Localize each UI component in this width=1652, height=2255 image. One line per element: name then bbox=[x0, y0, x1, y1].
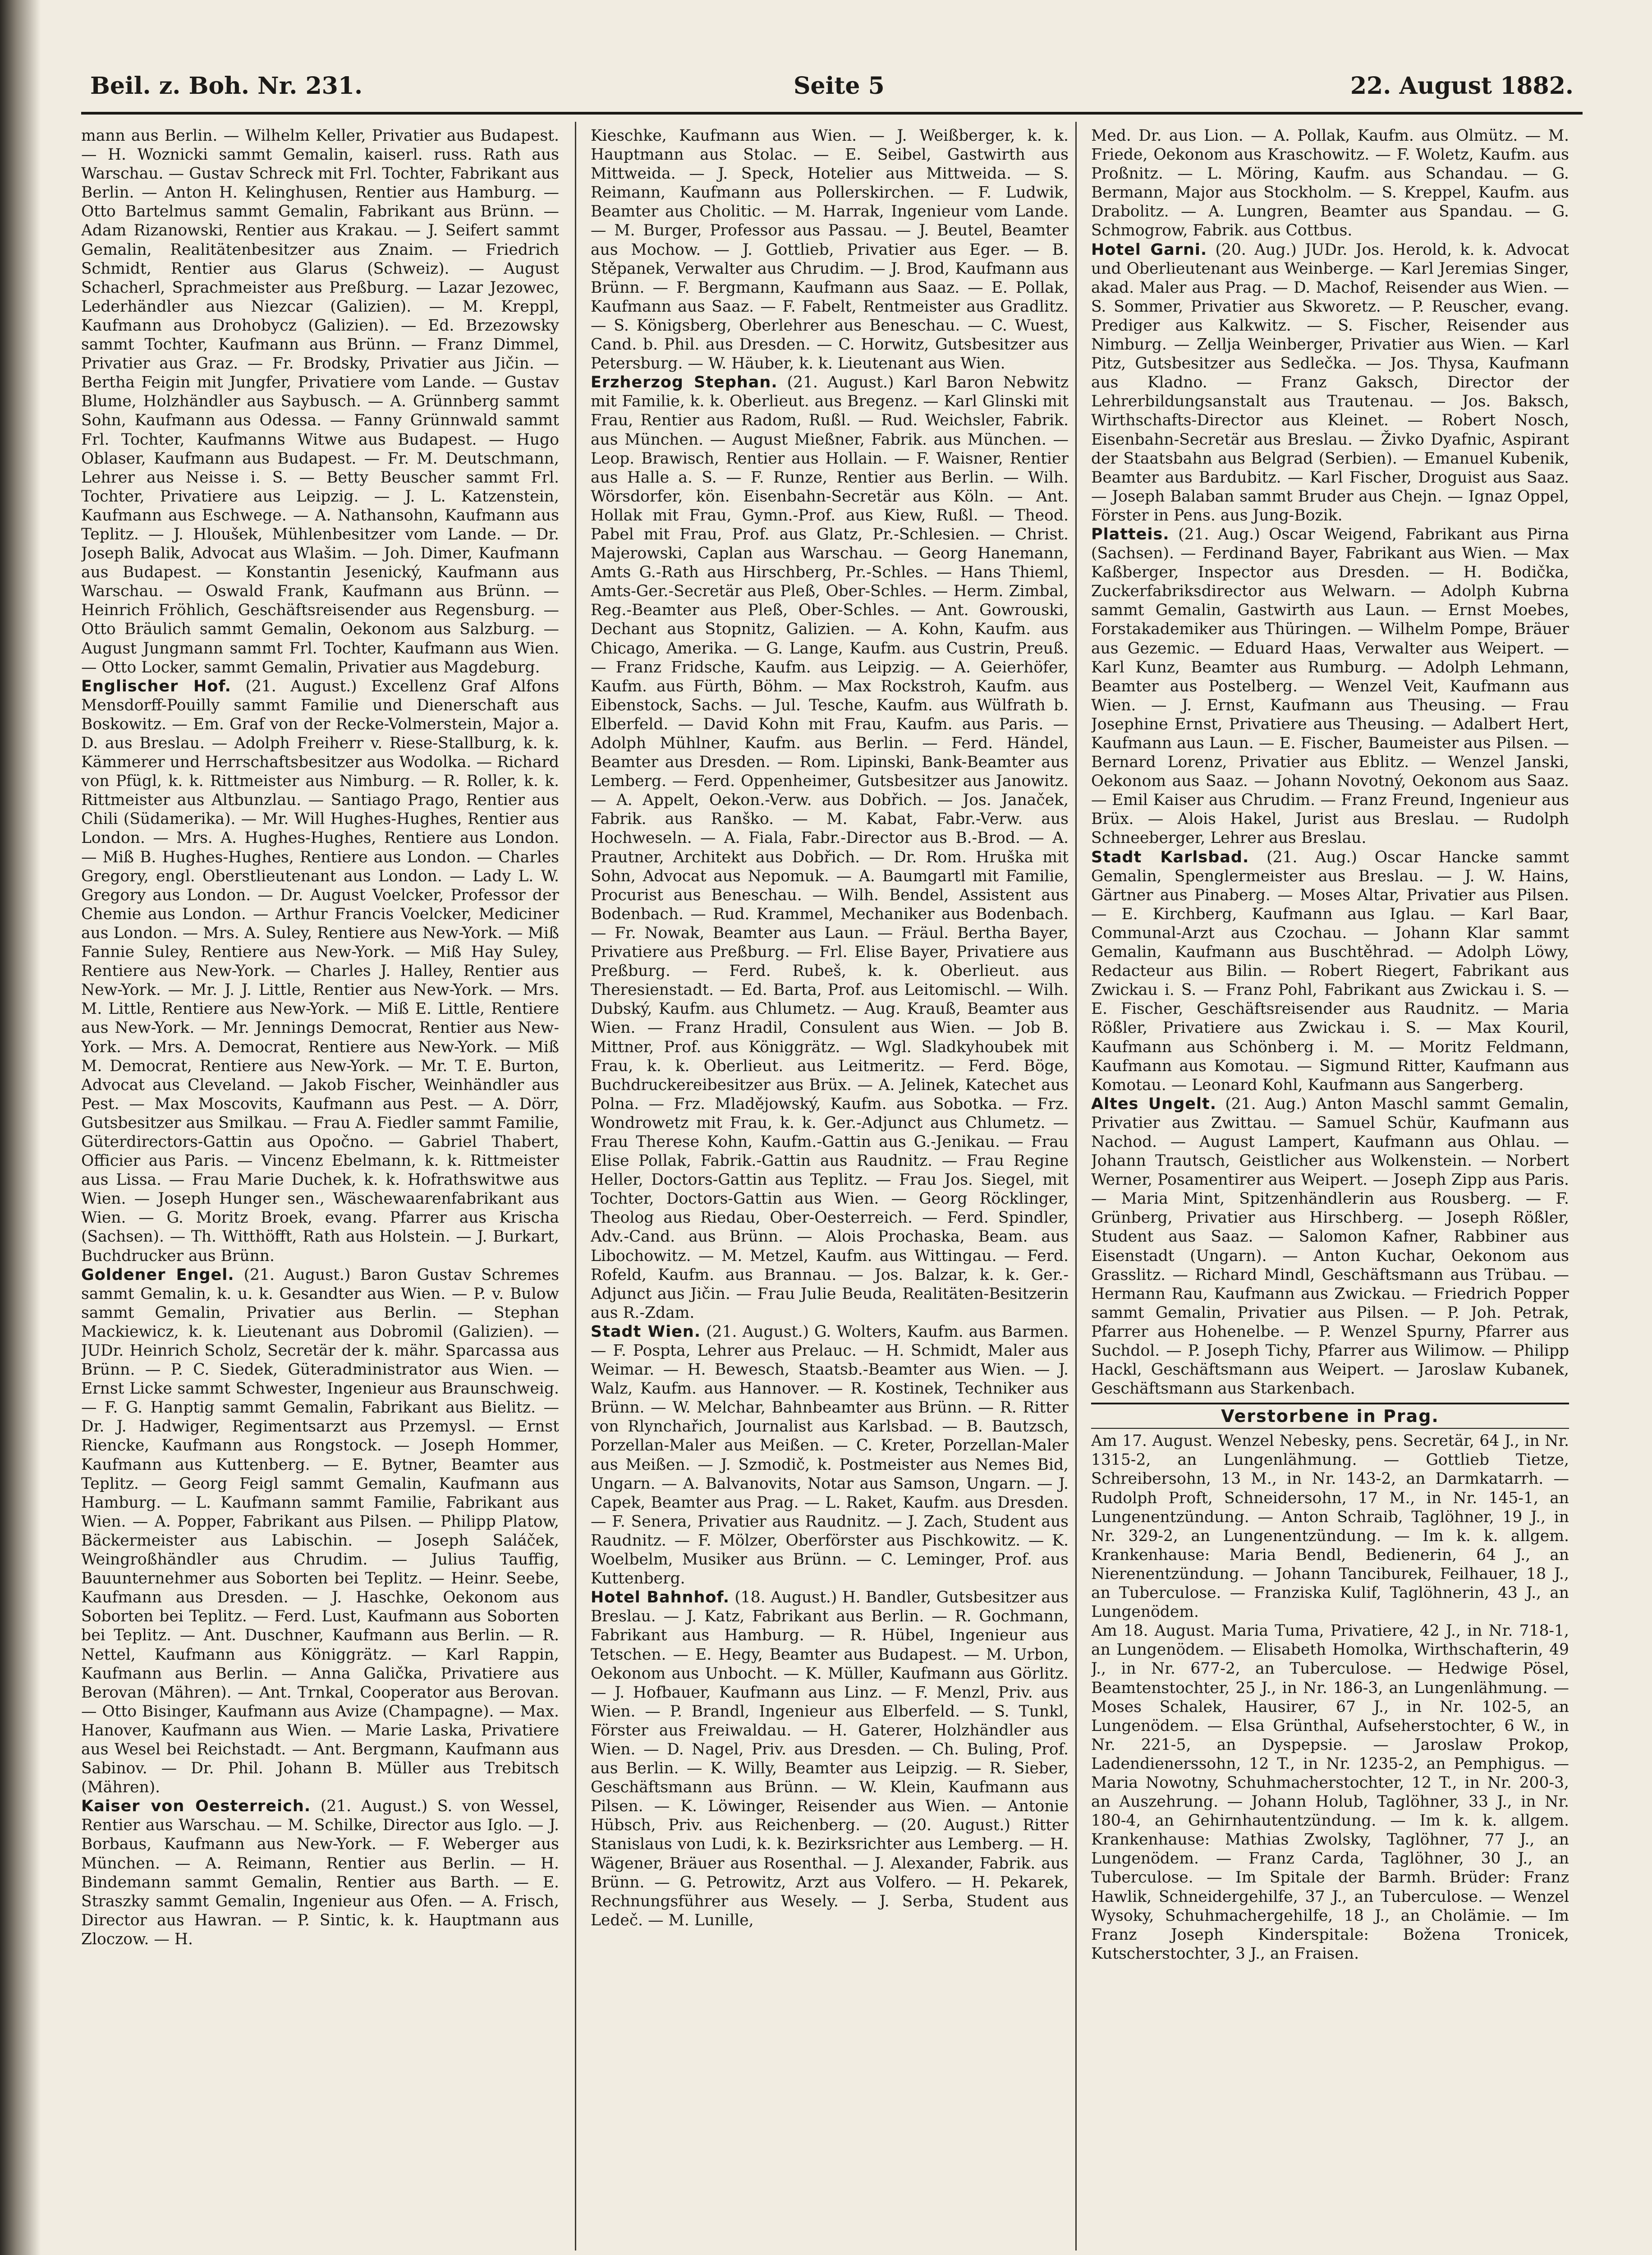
arrival-paragraph bbox=[1091, 848, 1569, 1095]
entry-date: (21. August.) bbox=[245, 677, 357, 695]
paragraph-text: Oscar Weigend, Fabrikant aus Pirna (Sachsen). — Ferdinand Bayer, Fabrikant aus Wien. — Max Kaßberger, Inspector aus Dresden. — H. Bodička, Zuckerfabriksdirector aus Welwarn. — Adolph Kubrna sammt Gemalin, Gastwirth aus Laun. — Ernst Moebes, Forstakademiker aus Thüringen. — Wilhelm Pompe, Bräuer aus Gezemic. — Eduard Haas, Verwalter aus Weipert. — Karl Kunz, Beamter aus Rumburg. — Adolph Lehmann, Beamter aus Postelberg. — Wenzel Veit, Kaufmann aus Wien. — J. Ernst, Kaufmann aus Theusing. — Frau Josephine Ernst, Privatiere aus Theusing. — Adalbert Hert, Kaufmann aus Laun. — E. Fischer, Baumeister aus Pilsen. — Bernard Lorenz, Privatier aus Eblitz. — Wenzel Janski, Oekonom aus Saaz. — Johann Novotný, Oekonom aus Saaz. — Emil Kaiser aus Chrudim. — Franz Freund, Ingenieur aus Brüx. — Alois Hakel, Jurist aus Breslau. — Rudolph Schneeberger, Lehrer aus Breslau. bbox=[1091, 525, 1569, 847]
scan-edge-shadow bbox=[0, 0, 41, 2255]
hotel-name: Erzherzog Stephan. bbox=[591, 373, 778, 392]
column-divider bbox=[1075, 122, 1077, 2250]
paragraph-text: Kieschke, Kaufmann aus Wien. — J. Weißberger, k. k. Hauptmann aus Stolac. — E. Seibel, Gastwirth aus Mittweida. — J. Speck, Hotelier aus Mittweida. — S. Reimann, Kaufmann aus Pollerskirchen. — F. Ludwik, Beamter aus Cholitic. — M. Harrak, Ingenieur vom Lande. — M. Burger, Professor aus Passau. — J. Beutel, Beamter aus Mochow. — J. Gottlieb, Privatier aus Eger. — B. Stěpanek, Verwalter aus Chrudim. — J. Brod, Kaufmann aus Brünn. — F. Bergmann, Kaufmann aus Saaz. — E. Pollak, Kaufmann aus Saaz. — F. Fabelt, Rentmeister aus Gradlitz. — S. Königsberg, Oberlehrer aus Beneschau. — C. Wuest, Cand. b. Phil. aus Dresden. — C. Horwitz, Gutsbesitzer aus Petersburg. — W. Häuber, k. k. Lieutenant aus Wien. bbox=[591, 127, 1069, 373]
hotel-name: Englischer Hof. bbox=[81, 677, 231, 695]
hotel-name: Platteis. bbox=[1091, 525, 1170, 543]
paragraph-text: JUDr. Jos. Herold, k. k. Advocat und Oberlieutenant aus Weinberge. — Karl Jeremias Singer, akad. Maler aus Prag. — D. Machof, Reisender aus Wien. — S. Sommer, Privatier aus Skworetz. — P. Reuscher, evang. Prediger aus Kalkwitz. — S. Fischer, Reisender aus Nimburg. — Zellja Weinberger, Privatier aus Wien. — Karl Pitz, Gutsbesitzer aus Sedlečka. — Jos. Thysa, Kaufmann aus Kladno. — Franz Gaksch, Director der Lehrerbildungsanstalt aus Trautenau. — Jos. Baksch, Wirthschafts-Director aus Kleinet. — Robert Nosch, Eisenbahn-Secretär aus Breslau. — Živko Dyafnic, Aspirant der Staatsbahn aus Belgrad (Serbien). — Emanuel Kubenik, Beamter aus Bardubitz. — Karl Fischer, Droguist aus Saaz. — Joseph Balaban sammt Bruder aus Chejn. — Ignaz Oppel, Förster in Pens. aus Jung-Bozik. bbox=[1091, 240, 1569, 525]
text-column-2 bbox=[591, 126, 1069, 2246]
issue-date: 22. August 1882. bbox=[1350, 72, 1574, 100]
hotel-name: Hotel Bahnhof. bbox=[591, 1588, 730, 1607]
arrival-paragraph bbox=[591, 1322, 1069, 1588]
hotel-name: Altes Ungelt. bbox=[1091, 1095, 1217, 1113]
arrival-paragraph bbox=[1091, 240, 1569, 525]
hotel-name: Kaiser von Oesterreich. bbox=[81, 1797, 311, 1816]
paragraph-text: Excellenz Graf Alfons Mensdorff-Pouilly sammt Familie und Dienerschaft aus Boskowitz. — Em. Graf von der Recke-Volmerstein, Major a. D. aus Breslau. — Adolph Freiherr v. Riese-Stallburg, k. k. Kämmerer und Herrschaftsbesitzer aus Wodolka. — Richard von Pfügl, k. k. Rittmeister aus Nimburg. — R. Roller, k. k. Rittmeister aus Altbunzlau. — Santiago Prago, Rentier aus Chili (Südamerika). — Mr. Will Hughes-Hughes, Rentier aus London. — Mrs. A. Hughes-Hughes, Rentiere aus London. — Miß B. Hughes-Hughes, Rentiere aus London. — Charles Gregory, engl. Oberstlieutenant aus London. — Lady L. W. Gregory aus London. — Dr. August Voelcker, Professor der Chemie aus London. — Arthur Francis Voelcker, Mediciner aus London. — Mrs. A. Suley, Rentiere aus New-York. — Miß Fannie Suley, Rentiere aus New-York. — Miß Hay Suley, Rentiere aus New-York. — Charles J. Halley, Rentier aus New-York. — Mr. J. J. Little, Rentier aus New-York. — Mrs. M. Little, Rentiere aus New-York. — Miß E. Little, Rentiere aus New-York. — Mr. Jennings Democrat, Rentier aus New-York. — Mrs. A. Democrat, Rentiere aus New-York. — Miß M. Democrat, Rentiere aus New-York. — Mr. T. E. Burton, Advocat aus Cleveland. — Jakob Fischer, Weinhändler aus Pest. — Max Moscovits, Kaufmann aus Pest. — A. Dörr, Gutsbesitzer aus Smilkau. — Frau A. Fiedler sammt Familie, Güterdirectors-Gattin aus Opočno. — Gabriel Thabert, Officier aus Paris. — Vincenz Ebelmann, k. k. Rittmeister aus Lissa. — Frau Marie Duchek, k. k. Hofrathswitwe aus Wien. — Joseph Hunger sen., Wäschewaarenfabrikant aus Wien. — G. Moritz Broek, evang. Pfarrer aus Krischa (Sachsen). — Th. Witthöfft, Rath aus Holstein. — J. Burkart, Buchdrucker aus Brünn. bbox=[81, 677, 559, 1265]
entry-date: (21. August.) bbox=[706, 1322, 809, 1341]
paragraph-text: Am 17. August. Wenzel Nebesky, pens. Secretär, 64 J., in Nr. 1315-2, an Lungenlähmung. — Gottlieb Tietze, Schreibersohn, 13 M., in Nr. 143-2, an Darmkatarrh. — Rudolph Proft, Schneidersohn, 17 M., in Nr. 145-1, an Lungenentzündung. — Anton Schraib, Taglöhner, 19 J., in Nr. 329-2, an Lungenentzündung. — Im k. k. allgem. Krankenhause: Maria Bendl, Bedienerin, 64 J., an Nierenentzündung. — Johann Tanciburek, Feilhauer, 18 J., an Tuberculose. — Franziska Kulif, Taglöhnerin, 43 J., an Lungenödem. bbox=[1091, 1432, 1569, 1621]
entry-date: (21. Aug.) bbox=[1178, 525, 1260, 543]
text-column-1 bbox=[81, 126, 559, 2246]
paragraph-text: S. von Wessel, Rentier aus Warschau. — M. Schilke, Director aus Iglo. — J. Borbaus, Kaufmann aus New-York. — F. Weberger aus München. — A. Reimann, Rentier aus Berlin. — H. Bindemann sammt Gemalin, Rentier aus Barth. — E. Straszky sammt Gemalin, Ingenieur aus Ofen. — A. Frisch, Director aus Hawran. — P. Sintic, k. k. Hauptmann aus Zloczow. — H. bbox=[81, 1797, 559, 1948]
paragraph-text: Am 18. August. Maria Tuma, Privatiere, 42 J., in Nr. 718-1, an Lungenödem. — Elisabeth Homolka, Wirthschafterin, 49 J., in Nr. 677-2, an Tuberculose. — Hedwige Pösel, Beamtenstochter, 25 J., in Nr. 186-3, an Lungenlähmung. — Moses Schalek, Hausirer, 67 J., in Nr. 102-5, an Lungenödem. — Elsa Grünthal, Aufseherstochter, 6 W., in Nr. 221-5, an Dyspepsie. — Jaroslaw Prokop, Ladendienerssohn, 12 T., in Nr. 1235-2, an Pemphigus. — Maria Nowotny, Schuhmacherstochter, 12 T., in Nr. 200-3, an Auszehrung. — Johann Holub, Taglöhner, 33 J., in Nr. 180-4, an Gehirnhautentzündung. — Im k. k. allgem. Krankenhause: Mathias Zwolsky, Taglöhner, 77 J., an Lungenödem. — Franz Carda, Taglöhner, 30 J., an Tuberculose. — Im Spitale der Barmh. Brüder: Franz Hawlik, Schneidergehilfe, 37 J., an Tuberculose. — Wenzel Wysoky, Schuhmachergehilfe, 18 J., an Cholämie. — Im Franz Joseph Kinderspitale: Božena Tronicek, Kutscherstochter, 3 J., an Fraisen. bbox=[1091, 1622, 1569, 1963]
hotel-name: Goldener Engel. bbox=[81, 1266, 234, 1284]
hotel-name: Hotel Garni. bbox=[1091, 240, 1207, 259]
entry-date: (21. August.) bbox=[320, 1797, 428, 1816]
entry-date: (21. August.) bbox=[243, 1266, 351, 1284]
arrival-paragraph bbox=[1091, 525, 1569, 848]
arrival-paragraph bbox=[1091, 1095, 1569, 1399]
entry-date: (21. Aug.) bbox=[1267, 848, 1357, 866]
hotel-name: Stadt Wien. bbox=[591, 1322, 701, 1341]
page-header bbox=[81, 68, 1583, 108]
paragraph-text: H. Bandler, Gutsbesitzer aus Breslau. — J. Katz, Fabrikant aus Berlin. — R. Gochmann, Fabrikant aus Hamburg. — R. Hübel, Ingenieur aus Tetschen. — E. Hegy, Beamter aus Budapest. — M. Urbon, Oekonom aus Unbocht. — K. Müller, Kaufmann aus Görlitz. — J. Hofbauer, Kaufmann aus Linz. — F. Menzl, Priv. aus Wien. — P. Brandl, Ingenieur aus Elberfeld. — S. Tunkl, Förster aus Freiwaldau. — H. Gaterer, Holzhändler aus Wien. — D. Nagel, Priv. aus Dresden. — Ch. Buling, Prof. aus Berlin. — K. Willy, Beamter aus Leipzig. — R. Sieber, Geschäftsmann aus Brünn. — W. Klein, Kaufmann aus Pilsen. — K. Löwinger, Reisender aus Wien. — Antonie Hübsch, Priv. aus Reichenberg. — (20. August.) Ritter Stanislaus von Ludi, k. k. Bezirksrichter aus Lemberg. — H. Wägener, Bräuer aus Rosenthal. — J. Alexander, Fabrik. aus Brünn. — G. Petrowitz, Arzt aus Volfero. — H. Pekarek, Rechnungsführer aus Wesely. — J. Serba, Student aus Ledeč. — M. Lunille, bbox=[591, 1588, 1069, 1929]
arrival-paragraph bbox=[1091, 1621, 1569, 1963]
paragraph-text: Anton Maschl sammt Gemalin, Privatier aus Zwittau. — Samuel Schür, Kaufmann aus Nachod. — August Lampert, Kaufmann aus Ohlau. — Johann Trautsch, Geistlicher aus Wolkenstein. — Norbert Werner, Posamentirer aus Weipert. — Joseph Zipp aus Paris. — Maria Mint, Spitzenhändlerin aus Rousberg. — F. Grünberg, Privatier aus Hirschberg. — Joseph Rößler, Student aus Saaz. — Salomon Kafner, Rabbiner aus Eisenstadt (Ungarn). — Anton Kuchar, Oekonom aus Grasslitz. — Richard Mindl, Geschäftsmann aus Trübau. — Hermann Rau, Kaufmann aus Zwickau. — Friedrich Popper sammt Gemalin, Privatier aus Pilsen. — P. Joh. Petrak, Pfarrer aus Hohenelbe. — P. Wenzel Spurny, Pfarrer aus Suchdol. — P. Joseph Tichy, Pfarrer aus Wilimow. — Philipp Hackl, Geschäftsmann aus Weipert. — Jaroslaw Kubanek, Geschäftsmann aus Starkenbach. bbox=[1091, 1095, 1569, 1398]
paragraph-text: mann aus Berlin. — Wilhelm Keller, Privatier aus Budapest. — H. Woznicki sammt Gemalin, kaiserl. russ. Rath aus Warschau. — Gustav Schreck mit Frl. Tochter, Fabrikant aus Berlin. — Anton H. Kelinghusen, Rentier aus Hamburg. — Otto Bartelmus sammt Gemalin, Fabrikant aus Brünn. — Adam Rizanowski, Rentier aus Krakau. — J. Seifert sammt Gemalin, Realitätenbesitzer aus Znaim. — Friedrich Schmidt, Rentier aus Glarus (Schweiz). — August Schacherl, Sprachmeister aus Preßburg. — Lazar Jezowec, Lederhändler aus Niezcar (Galizien). — M. Kreppl, Kaufmann aus Drohobycz (Galizien). — Ed. Brzezowsky sammt Tochter, Kaufmann aus Brünn. — Franz Dimmel, Privatier aus Graz. — Fr. Brodsky, Privatier aus Jičin. — Bertha Feigin mit Jungfer, Privatiere vom Lande. — Gustav Blume, Holzhändler aus Saybusch. — A. Grünnberg sammt Sohn, Kaufmann aus Odessa. — Fanny Grünnwald sammt Frl. Tochter, Kaufmanns Witwe aus Budapest. — Hugo Oblaser, Kaufmann aus Budapest. — Fr. M. Deutschmann, Lehrer aus Neisse i. S. — Betty Beuscher sammt Frl. Tochter, Privatiere aus Leipzig. — J. L. Katzenstein, Kaufmann aus Eschwege. — A. Nathansohn, Kaufmann aus Teplitz. — J. Hloušek, Mühlenbesitzer vom Lande. — Dr. Joseph Balik, Advocat aus Wlašim. — Joh. Dimer, Kaufmann aus Budapest. — Konstantin Jesenický, Kaufmann aus Warschau. — Oswald Frank, Kaufmann aus Brünn. — Heinrich Fröhlich, Geschäftsreisender aus Regensburg. — Otto Bräulich sammt Gemalin, Oekonom aus Salzburg. — August Jungmann sammt Frl. Tochter, Kaufmann aus Wien. — Otto Locker, sammt Gemalin, Privatier aus Magdeburg. bbox=[81, 127, 559, 676]
header-rule bbox=[81, 112, 1583, 115]
hotel-name: Stadt Karlsbad. bbox=[1091, 848, 1249, 866]
arrival-paragraph bbox=[81, 1797, 559, 1949]
section-heading: Verstorbene in Prag. bbox=[1091, 1403, 1569, 1429]
paragraph-text: Med. Dr. aus Lion. — A. Pollak, Kaufm. aus Olmütz. — M. Friede, Oekonom aus Kraschowitz. — F. Woletz, Kaufm. aus Proßnitz. — L. Möring, Kaufm. aus Schandau. — G. Bermann, Major aus Stockholm. — S. Kreppel, Kaufm. aus Drabolitz. — A. Lungren, Beamter aus Spandau. — G. Schmogrow, Fabrik. aus Cottbus. bbox=[1091, 127, 1569, 240]
paragraph-text: G. Wolters, Kaufm. aus Barmen. — F. Pospta, Lehrer aus Prelauc. — H. Schmidt, Maler aus Weimar. — H. Bewesch, Staatsb.-Beamter aus Wien. — J. Walz, Kaufm. aus Hannover. — R. Kostinek, Techniker aus Brünn. — W. Melchar, Bahnbeamter aus Brünn. — R. Ritter von Rlynchařich, Journalist aus Karlsbad. — B. Bautzsch, Porzellan-Maler aus Meißen. — C. Kreter, Porzellan-Maler aus Meißen. — J. Szmodič, k. Postmeister aus Nemes Bid, Ungarn. — A. Balvanovits, Notar aus Samson, Ungarn. — J. Capek, Beamter aus Prag. — L. Raket, Kaufm. aus Dresden. — F. Senera, Privatier aus Raudnitz. — J. Zach, Student aus Raudnitz. — F. Mölzer, Oberförster aus Pischkowitz. — K. Woelbelm, Musiker aus Brünn. — C. Leminger, Prof. aus Kuttenberg. bbox=[591, 1322, 1069, 1588]
arrival-paragraph bbox=[591, 373, 1069, 1322]
arrival-paragraph bbox=[591, 126, 1069, 373]
supplement-label: Beil. z. Boh. Nr. 231. bbox=[90, 72, 363, 100]
column-divider bbox=[575, 122, 576, 2250]
entry-date: (18. August.) bbox=[734, 1588, 837, 1607]
arrival-paragraph bbox=[81, 677, 559, 1266]
page-number: Seite 5 bbox=[794, 72, 885, 100]
arrival-paragraph bbox=[1091, 126, 1569, 240]
paragraph-text: Baron Gustav Schremes sammt Gemalin, k. u. k. Gesandter aus Wien. — P. v. Bulow sammt Gemalin, Privatier aus Berlin. — Stephan Mackiewicz, k. k. Lieutenant aus Dobromil (Galizien). — JUDr. Heinrich Scholz, Secretär der k. mähr. Sparcassa aus Brünn. — P. C. Siedek, Güteradministrator aus Wien. — Ernst Licke sammt Schwester, Ingenieur aus Braunschweig. — F. G. Hanptig sammt Gemalin, Fabrikant aus Bielitz. — Dr. J. Hadwiger, Regimentsarzt aus Przemysl. — Ernst Riencke, Kaufmann aus Rongstock. — Joseph Hommer, Kaufmann aus Kuttenberg. — E. Bytner, Beamter aus Teplitz. — Georg Feigl sammt Gemalin, Kaufmann aus Hamburg. — L. Kaufmann sammt Familie, Fabrikant aus Wien. — A. Popper, Fabrikant aus Pilsen. — Philipp Platow, Bäckermeister aus Labischin. — Joseph Saláček, Weingroßhändler aus Chrudim. — Julius Tauffig, Bauunternehmer aus Soborten bei Teplitz. — Heinr. Seebe, Kaufmann aus Dresden. — J. Haschke, Oekonom aus Soborten bei Teplitz. — Ferd. Lust, Kaufmann aus Soborten bei Teplitz. — Ant. Duschner, Kaufmann aus Berlin. — R. Nettel, Kaufmann aus Königgrätz. — Karl Rappin, Kaufmann aus Berlin. — Anna Galička, Privatiere aus Berovan (Mähren). — Ant. Trnkal, Cooperator aus Berovan. — Otto Bisinger, Kaufmann aus Avize (Champagne). — Max. Hanover, Kaufmann aus Wien. — Marie Laska, Privatiere aus Wesel bei Reichstadt. — Ant. Bergmann, Kaufmann aus Sabinov. — Dr. Phil. Johann B. Müller aus Trebitsch (Mähren). bbox=[81, 1266, 559, 1797]
text-column-3 bbox=[1091, 126, 1569, 2246]
paragraph-text: Karl Baron Nebwitz mit Familie, k. k. Oberlieut. aus Bregenz. — Karl Glinski mit Frau, Rentier aus Radom, Rußl. — Rud. Weichsler, Fabrik. aus München. — August Mießner, Fabrik. aus München. — Leop. Brawisch, Rentier aus Hollain. — F. Waisner, Rentier aus Halle a. S. — F. Runze, Rentier aus Berlin. — Wilh. Wörsdorfer, kön. Eisenbahn-Secretär aus Köln. — Ant. Hollak mit Frau, Gymn.-Prof. aus Kiew, Rußl. — Theod. Pabel mit Frau, Prof. aus Glatz, Pr.-Schlesien. — Christ. Majerowski, Caplan aus Warschau. — Georg Hanemann, Amts G.-Rath aus Hirschberg, Pr.-Schles. — Hans Thieml, Amts-Ger.-Secretär aus Pleß, Ober-Schles. — Herm. Zimbal, Reg.-Beamter aus Pleß, Ober-Schles. — Ant. Gowrouski, Dechant aus Stopnitz, Galizien. — A. Kohn, Kaufm. aus Chicago, Amerika. — G. Lange, Kaufm. aus Custrin, Preuß. — Franz Fridsche, Kaufm. aus Leipzig. — A. Geierhöfer, Kaufm. aus Fürth, Böhm. — Max Rockstroh, Kaufm. aus Eibenstock, Sachs. — Jul. Tesche, Kaufm. aus Wülfrath b. Elberfeld. — David Kohn mit Frau, Kaufm. aus Paris. — Adolph Mühlner, Kaufm. aus Berlin. — Ferd. Händel, Beamter aus Dresden. — Rom. Lipinski, Bank-Beamter aus Lemberg. — Ferd. Oppenheimer, Gutsbesitzer aus Janowitz. — A. Appelt, Oekon.-Verw. aus Dobřich. — Jos. Janaček, Fabrik. aus Ranško. — M. Kabat, Fabr.-Verw. aus Hochweseln. — A. Fiala, Fabr.-Director aus B.-Brod. — A. Prautner, Architekt aus Dobřich. — Dr. Rom. Hruška mit Sohn, Advocat aus Nepomuk. — A. Baumgartl mit Familie, Procurist aus Beneschau. — Wilh. Bendel, Assistent aus Bodenbach. — Rud. Krammel, Mechaniker aus Bodenbach. — Fr. Nowak, Beamter aus Laun. — Fräul. Bertha Bayer, Privatiere aus Preßburg. — Frl. Elise Bayer, Privatiere aus Preßburg. — Ferd. Rubeš, k. k. Oberlieut. aus Theresienstadt. — Ed. Barta, Prof. aus Leitomischl. — Wilh. Dubský, Kaufm. aus Chlumetz. — Aug. Krauß, Beamter aus Wien. — Franz Hradil, Consulent aus Wien. — Job B. Mittner, Prof. aus Königgrätz. — Wgl. Sladkyhoubek mit Frau, k. k. Oberlieut. aus Leitmeritz. — Ferd. Böge, Buchdruckereibesitzer aus Brüx. — A. Jelinek, Katechet aus Polna. — Frz. Mladějowský, Kaufm. aus Sobotka. — Frz. Wondrowetz mit Frau, k. k. Ger.-Adjunct aus Chlumetz. — Frau Therese Kohn, Kaufm.-Gattin aus G.-Jenikau. — Frau Elise Pollak, Fabrik.-Gattin aus Raudnitz. — Frau Regine Heller, Doctors-Gattin aus Teplitz. — Frau Jos. Siegel, mit Tochter, Doctors-Gattin aus Wien. — Georg Röcklinger, Theolog aus Riedau, Ober-Oesterreich. — Ferd. Spindler, Adv.-Cand. aus Brünn. — Alois Prochaska, Beam. aus Libochowitz. — M. Metzel, Kaufm. aus Wittingau. — Ferd. Rofeld, Kaufm. aus Brannau. — Jos. Balzar, k. k. Ger.-Adjunct aus Jičin. — Frau Julie Beuda, Realitäten-Besitzerin aus R.-Zdam. bbox=[591, 373, 1069, 1322]
paragraph-text: Oscar Hancke sammt Gemalin, Spenglermeister aus Breslau. — J. W. Hains, Gärtner aus Pinaberg. — Moses Altar, Privatier aus Pilsen. — E. Kirchberg, Kaufmann aus Iglau. — Karl Baar, Communal-Arzt aus Czochau. — Johann Klar sammt Gemalin, Kaufmann aus Buschtěhrad. — Adolph Löwy, Redacteur aus Bilin. — Robert Riegert, Fabrikant aus Zwickau i. S. — Franz Pohl, Fabrikant aus Zwickau i. S. — E. Fischer, Geschäftsreisender aus Raudnitz. — Maria Rößler, Privatiere aus Zwickau i. S. — Max Kouril, Kaufmann aus Schönberg i. M. — Moritz Feldmann, Kaufmann aus Komotau. — Sigmund Ritter, Kaufmann aus Komotau. — Leonard Kohl, Kaufmann aus Sangerberg. bbox=[1091, 848, 1569, 1094]
arrival-paragraph bbox=[81, 1266, 559, 1797]
arrival-paragraph bbox=[591, 1588, 1069, 1930]
arrival-paragraph bbox=[81, 126, 559, 677]
entry-date: (21. August.) bbox=[787, 373, 894, 392]
arrival-paragraph bbox=[1091, 1431, 1569, 1621]
entry-date: (20. Aug.) bbox=[1215, 240, 1297, 259]
entry-date: (21. Aug.) bbox=[1225, 1095, 1307, 1113]
